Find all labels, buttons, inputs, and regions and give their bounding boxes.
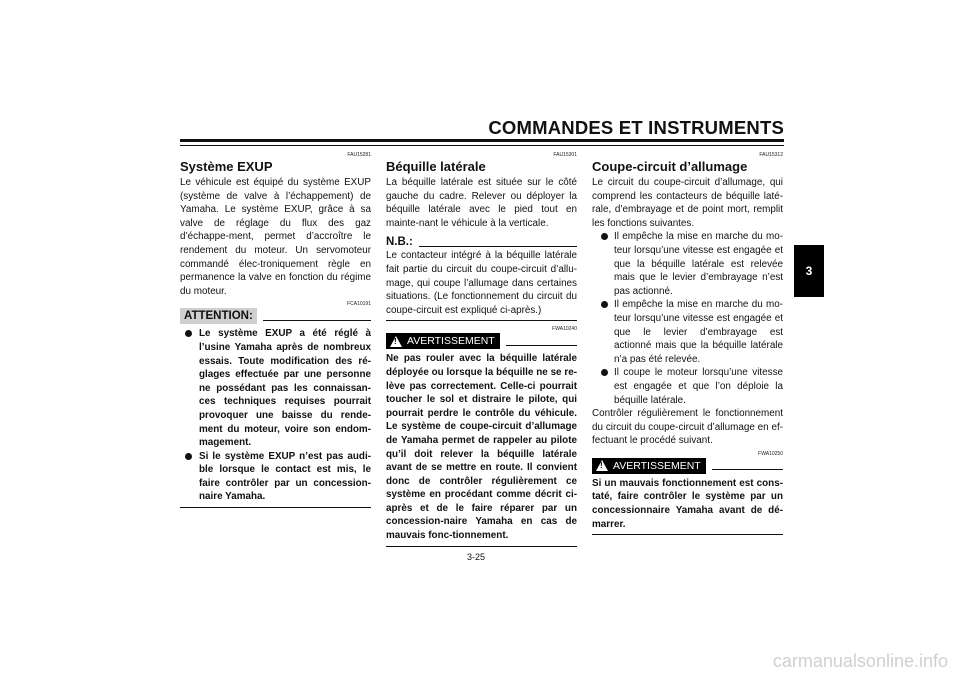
nb-end-rule <box>386 320 577 321</box>
column-exup <box>180 152 371 508</box>
bequille-paragraph: La béquille latérale est située sur le côté gauche du cadre. Relever ou déployer la béquille latérale avec le pied tout en mainte-nant le véhicule à la verticale. <box>386 177 577 229</box>
warning-label-text: AVERTISSEMENT <box>613 459 701 472</box>
page-number: 3-25 <box>467 552 486 562</box>
header-rule-thin <box>180 145 784 146</box>
attention-list <box>180 327 371 504</box>
section-heading-bequille: Béquille latérale <box>386 159 486 174</box>
attention-label: ATTENTION: <box>180 308 257 324</box>
check-paragraph: Contrôler régulièrement le fonctionnement du circuit du coupe-circuit d’allumage en ef-fectuant le procédé suivant. <box>592 408 783 447</box>
list-item: Il empêche la mise en marche du mo-teur lorsqu’une vitesse est engagée et que le levier d’embrayage est actionné mais que la béquille latérale n’a pas été relevée. <box>592 298 783 366</box>
warning-label <box>386 333 500 349</box>
nb-label-row <box>386 235 577 249</box>
section-end-rule <box>180 507 371 508</box>
list-item: Le système EXUP a été réglé à l’usine Yamaha après de nombreux essais. Toute modification des ré-glages effectuée par une personne ne possédant pas les connaissan-ces techniques requises pourrait provoquer une baisse du rende-ment du moteur, voire son endom-magement. <box>180 327 371 449</box>
chapter-tab[interactable]: 3 <box>794 245 824 297</box>
list-item: Il coupe le moteur lorsqu’une vitesse est engagée et que l’on déploie la béquille latérale. <box>592 366 783 407</box>
page-header-title: COMMANDES ET INSTRUMENTS <box>488 117 784 138</box>
warning-label <box>592 458 706 474</box>
warning-code: FWA10250 <box>758 450 783 457</box>
watermark: carmanualsonline.info <box>772 651 948 671</box>
label-rule <box>506 345 577 346</box>
label-rule <box>419 246 577 247</box>
warning-paragraph: Si un mauvais fonctionnement est cons-taté, faire contrôler le système par un concessionnaire Yamaha avant de dé-marrer. <box>592 477 783 530</box>
section-code: FAU15301 <box>553 152 577 158</box>
list-item: Si le système EXUP n’est pas audi-ble lorsque le contact est mis, le faire contrôler par un concession-naire Yamaha. <box>180 450 371 504</box>
warning-label-row <box>386 333 577 349</box>
section-end-rule <box>592 534 783 535</box>
column-bequille <box>386 152 577 547</box>
section-end-rule <box>386 546 577 547</box>
warning-paragraph: Ne pas rouler avec la béquille latérale déployée ou lorsque la béquille ne se re-lève pas correctement. Celle-ci pourrait toucher le sol et distraire le pilote, qui pourrait perdre le contrôle du véhicule. Le système de coupe-circuit d’allumage de Yamaha permet de rappeler au pilote qu’il doit relever la béquille latérale avant de se mettre en route. Il convient donc de contrôler régulièrement ce système en procédant comme décrit ci-après et de le faire réparer par un concession-naire Yamaha en cas de mauvais fonc-tionnement. <box>386 353 577 542</box>
section-code: FAU15281 <box>347 152 371 158</box>
warning-triangle-icon <box>390 336 402 347</box>
column-coupe-circuit <box>592 152 783 535</box>
warning-triangle-icon <box>596 460 608 471</box>
list-item: Il empêche la mise en marche du mo-teur lorsqu’une vitesse est engagée et que la béquille latérale est relevée mais que le levier d’embrayage n’est pas actionné. <box>592 230 783 298</box>
exup-paragraph: Le véhicule est équipé du système EXUP (système de valve à l’échappement) de Yamaha. Le système EXUP, grâce à sa valve de réglage du flux des gaz d’échappe-ment, permet d’accroître le rendement du moteur. Un servomoteur commandé élec-troniquement règle en permanence la valve en fonction du régime du moteur. <box>180 177 371 297</box>
attention-code: FCA10191 <box>347 301 371 308</box>
label-rule <box>263 320 371 321</box>
label-rule <box>712 469 783 470</box>
section-code: FAU15312 <box>759 152 783 158</box>
section-heading-coupe-circuit: Coupe-circuit d’allumage <box>592 159 748 174</box>
warning-code: FWA10240 <box>552 326 577 333</box>
nb-paragraph: Le contacteur intégré à la béquille latérale fait partie du circuit du coupe-circuit d’allu-mage, qui coupe l’allumage dans certaines situations. (Le fonctionnement du circuit du coupe-circuit est expliqué ci-après.) <box>386 250 577 316</box>
header-rule-thick <box>180 139 784 142</box>
section-heading-exup: Système EXUP <box>180 159 273 174</box>
warning-label-text: AVERTISSEMENT <box>407 335 495 348</box>
nb-label: N.B.: <box>386 236 413 249</box>
attention-label-row <box>180 308 371 324</box>
coupe-circuit-paragraph: Le circuit du coupe-circuit d’allumage, qui comprend les contacteurs de béquille laté-rale, d’embrayage et de point mort, remplit les fonctions suivantes. <box>592 177 783 229</box>
functions-list <box>592 230 783 407</box>
warning-label-row <box>592 458 783 474</box>
